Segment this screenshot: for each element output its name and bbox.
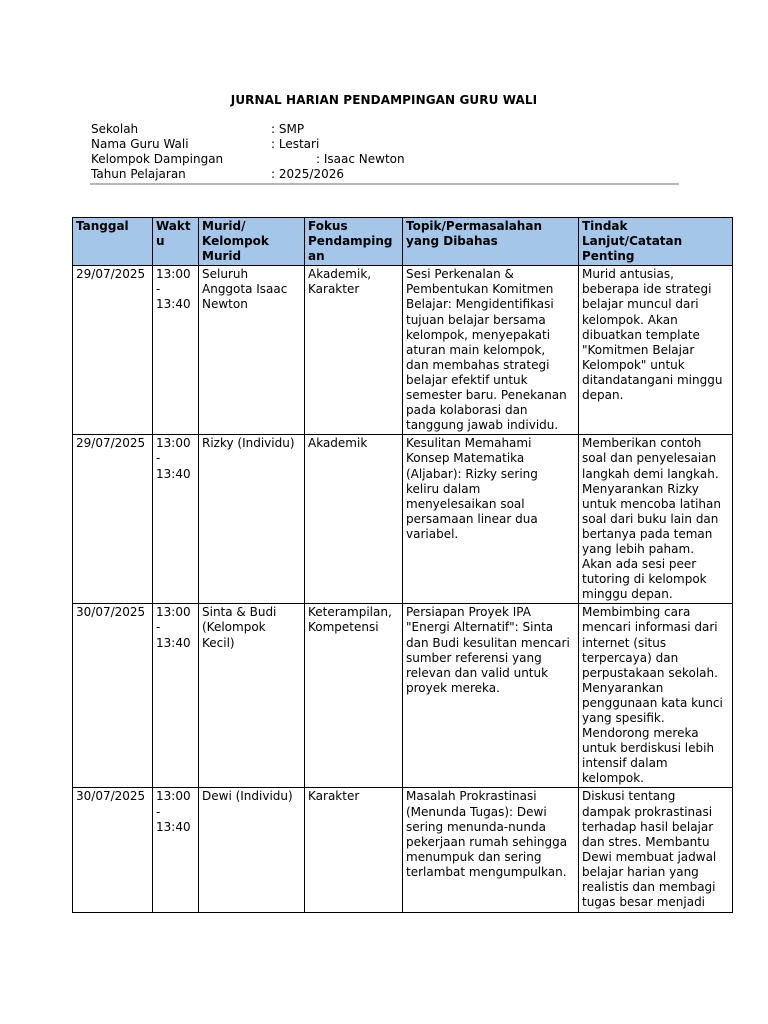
cell-line: pada kolaborasi dan xyxy=(406,403,528,418)
cell-tanggal: 30/07/2025 xyxy=(73,604,153,788)
cell-fokus xyxy=(305,435,403,604)
cell-line: relevan dan valid untuk xyxy=(406,665,549,680)
table-row xyxy=(73,604,733,788)
cell-line: Pendamping xyxy=(308,234,393,249)
cell-line: Akademik, xyxy=(308,267,372,282)
cell-line: terhadap hasil belajar xyxy=(582,819,714,834)
header-topik xyxy=(403,218,579,266)
cell-line: Belajar: Mengidentifikasi xyxy=(406,297,554,312)
cell-line: Anggota Isaac xyxy=(202,282,288,297)
header-murid xyxy=(199,218,305,266)
cell-line: sumber referensi yang xyxy=(406,650,542,665)
cell-line: Keterampilan, xyxy=(308,605,392,620)
cell-line: soal dari buku lain dan xyxy=(582,511,719,526)
cell-catatan xyxy=(579,435,733,604)
cell-line: Menyarankan Rizky xyxy=(582,481,699,496)
cell-line: menyelesaikan soal xyxy=(406,496,525,511)
cell-line: Penting xyxy=(582,249,635,264)
cell-line: 13:00 xyxy=(156,605,191,620)
info-row-sekolah xyxy=(91,122,679,137)
cell-line: Sinta & Budi xyxy=(202,605,277,620)
cell-line: 13:00 xyxy=(156,789,191,804)
cell-line: Kelompok" untuk xyxy=(582,357,685,372)
cell-line: - xyxy=(156,451,161,466)
header-fokus xyxy=(305,218,403,266)
cell-line: Akademik xyxy=(308,436,368,451)
header-tindak-lanjut xyxy=(579,218,733,266)
cell-line: perpustakaan sekolah. xyxy=(582,665,718,680)
cell-line: Persiapan Proyek IPA xyxy=(406,605,531,620)
cell-line: (Kelompok xyxy=(202,620,266,635)
table-row xyxy=(73,788,733,913)
table-header-row xyxy=(73,218,733,266)
cell-line: belajar harian yang xyxy=(582,864,699,879)
cell-line: Topik/Permasalahan xyxy=(406,219,542,233)
cell-line: Dewi (Individu) xyxy=(202,789,293,804)
cell-waktu xyxy=(153,788,199,913)
cell-line: (Aljabar): Rizky sering xyxy=(406,466,538,481)
cell-waktu xyxy=(153,435,199,604)
cell-line: aturan main kelompok, xyxy=(406,342,546,357)
info-row-tahun-pelajaran xyxy=(91,167,679,182)
info-row-kelompok-dampingan xyxy=(91,152,679,167)
cell-line: Karakter xyxy=(308,282,360,297)
header-divider xyxy=(90,183,679,185)
cell-line: Diskusi tentang xyxy=(582,789,676,804)
cell-line: Murid xyxy=(202,249,242,264)
cell-tanggal: 30/07/2025 xyxy=(73,788,153,913)
cell-topik xyxy=(403,604,579,788)
cell-line: Fokus xyxy=(308,219,348,233)
cell-line: Kelompok xyxy=(202,234,269,249)
cell-line: (Menunda Tugas): Dewi xyxy=(406,804,547,819)
cell-line: variabel. xyxy=(406,526,459,541)
cell-murid xyxy=(199,266,305,435)
cell-line: "Komitmen Belajar xyxy=(582,342,695,357)
cell-line: tujuan belajar bersama xyxy=(406,312,546,327)
cell-line: untuk berdiskusi lebih xyxy=(582,741,715,756)
cell-line: Dewi membuat jadwal xyxy=(582,849,717,864)
cell-catatan xyxy=(579,788,733,913)
cell-line: dan stres. Membantu xyxy=(582,834,710,849)
cell-line: semester baru. Penekanan xyxy=(406,388,567,403)
cell-line: intensif dalam xyxy=(582,756,668,771)
cell-line: - xyxy=(156,620,161,635)
cell-line: internet (situs xyxy=(582,635,667,650)
cell-line: Lanjut/Catatan xyxy=(582,234,683,249)
cell-line: Kecil) xyxy=(202,635,235,650)
cell-line: Seluruh xyxy=(202,267,249,282)
cell-line: realistis dan membagi xyxy=(582,880,716,895)
info-label: Nama Guru Wali xyxy=(91,137,189,151)
cell-waktu xyxy=(153,266,199,435)
cell-line: persamaan linear dua xyxy=(406,511,538,526)
cell-line: terpercaya) dan xyxy=(582,650,679,665)
cell-line: ditandatangani minggu xyxy=(582,372,723,387)
cell-fokus xyxy=(305,604,403,788)
cell-line: Tindak xyxy=(582,219,628,233)
info-label: Tahun Pelajaran xyxy=(91,167,186,181)
cell-line: yang lebih paham. xyxy=(582,541,695,556)
info-value: : SMP xyxy=(271,122,305,136)
cell-line: Membimbing cara xyxy=(582,605,691,620)
cell-line: pekerjaan rumah sehingga xyxy=(406,834,568,849)
cell-line: tutoring di kelompok xyxy=(582,572,707,587)
cell-line: 13:40 xyxy=(156,635,191,650)
cell-line: Kesulitan Memahami xyxy=(406,436,532,451)
cell-line: Memberikan contoh xyxy=(582,436,702,451)
cell-topik xyxy=(403,435,579,604)
cell-murid xyxy=(199,788,305,913)
cell-line: Murid/ xyxy=(202,219,246,233)
cell-topik xyxy=(403,788,579,913)
cell-murid xyxy=(199,435,305,604)
cell-line: Wakt xyxy=(156,219,191,233)
info-value: : Lestari xyxy=(271,137,320,151)
info-label: Kelompok Dampingan xyxy=(91,152,224,166)
cell-line: Menyarankan xyxy=(582,680,664,695)
cell-line: Sesi Perkenalan & xyxy=(406,267,514,282)
info-row-nama-guru-wali xyxy=(91,137,679,152)
table-row xyxy=(73,266,733,435)
cell-line: an xyxy=(308,249,325,264)
cell-line: bertanya pada teman xyxy=(582,526,713,541)
cell-line: Murid antusias, xyxy=(582,267,674,282)
cell-line: 13:40 xyxy=(156,819,191,834)
cell-line: Kompetensi xyxy=(308,620,379,635)
document-title: JURNAL HARIAN PENDAMPINGAN GURU WALI xyxy=(230,93,538,107)
cell-line: beberapa ide strategi xyxy=(582,282,712,297)
cell-line: kelompok, menyepakati xyxy=(406,327,551,342)
cell-fokus xyxy=(305,788,403,913)
cell-line: terlambat mengumpulkan. xyxy=(406,864,567,879)
cell-line: penggunaan kata kunci xyxy=(582,695,723,710)
info-value: : Isaac Newton xyxy=(316,152,405,166)
cell-line: minggu depan. xyxy=(582,587,673,602)
cell-line: 13:40 xyxy=(156,466,191,481)
cell-topik xyxy=(403,266,579,435)
cell-line: sering menunda-nunda xyxy=(406,819,546,834)
cell-line: belajar efektif untuk xyxy=(406,372,528,387)
cell-line: Newton xyxy=(202,297,248,312)
cell-line: Karakter xyxy=(308,789,360,804)
cell-fokus xyxy=(305,266,403,435)
cell-murid xyxy=(199,604,305,788)
cell-line: tanggung jawab individu. xyxy=(406,418,559,433)
info-block xyxy=(91,122,679,182)
cell-waktu xyxy=(153,604,199,788)
cell-line: mencari informasi dari xyxy=(582,620,718,635)
table-row xyxy=(73,435,733,604)
cell-line: tugas besar menjadi xyxy=(582,895,706,910)
cell-line: kelompok. Akan xyxy=(582,312,678,327)
journal-table xyxy=(72,217,733,913)
cell-line: Konsep Matematika xyxy=(406,451,525,466)
cell-line: depan. xyxy=(582,388,624,403)
cell-line: yang Dibahas xyxy=(406,234,498,249)
cell-tanggal: 29/07/2025 xyxy=(73,435,153,604)
cell-line: 13:00 xyxy=(156,436,191,451)
header-tanggal xyxy=(73,218,153,266)
cell-line: - xyxy=(156,282,161,297)
cell-line: Akan ada sesi peer xyxy=(582,557,697,572)
cell-line: dan Budi kesulitan mencari xyxy=(406,635,570,650)
cell-line: proyek mereka. xyxy=(406,680,500,695)
cell-line: dampak prokrastinasi xyxy=(582,804,713,819)
cell-line: langkah demi langkah. xyxy=(582,466,719,481)
cell-line: Masalah Prokrastinasi xyxy=(406,789,537,804)
cell-line: "Energi Alternatif": Sinta xyxy=(406,620,554,635)
cell-line: Pembentukan Komitmen xyxy=(406,282,554,297)
cell-catatan xyxy=(579,604,733,788)
cell-line: soal dan penyelesaian xyxy=(582,451,717,466)
info-value: : 2025/2026 xyxy=(271,167,344,181)
cell-line: kelompok. xyxy=(582,771,644,786)
cell-line: 13:40 xyxy=(156,297,191,312)
cell-line: dibuatkan template xyxy=(582,327,700,342)
cell-line: Rizky (Individu) xyxy=(202,436,295,451)
header-waktu xyxy=(153,218,199,266)
cell-line: - xyxy=(156,804,161,819)
cell-line: u xyxy=(156,234,165,249)
cell-line: Mendorong mereka xyxy=(582,726,699,741)
cell-line: belajar muncul dari xyxy=(582,297,699,312)
cell-line: 13:00 xyxy=(156,267,191,282)
cell-line: menumpuk dan sering xyxy=(406,849,542,864)
cell-line: untuk mencoba latihan xyxy=(582,496,721,511)
cell-tanggal: 29/07/2025 xyxy=(73,266,153,435)
cell-line: keliru dalam xyxy=(406,481,481,496)
cell-line: Tanggal xyxy=(76,219,129,233)
cell-line: yang spesifik. xyxy=(582,711,665,725)
cell-catatan xyxy=(579,266,733,435)
cell-line: dan membahas strategi xyxy=(406,357,550,372)
info-label: Sekolah xyxy=(91,122,139,136)
